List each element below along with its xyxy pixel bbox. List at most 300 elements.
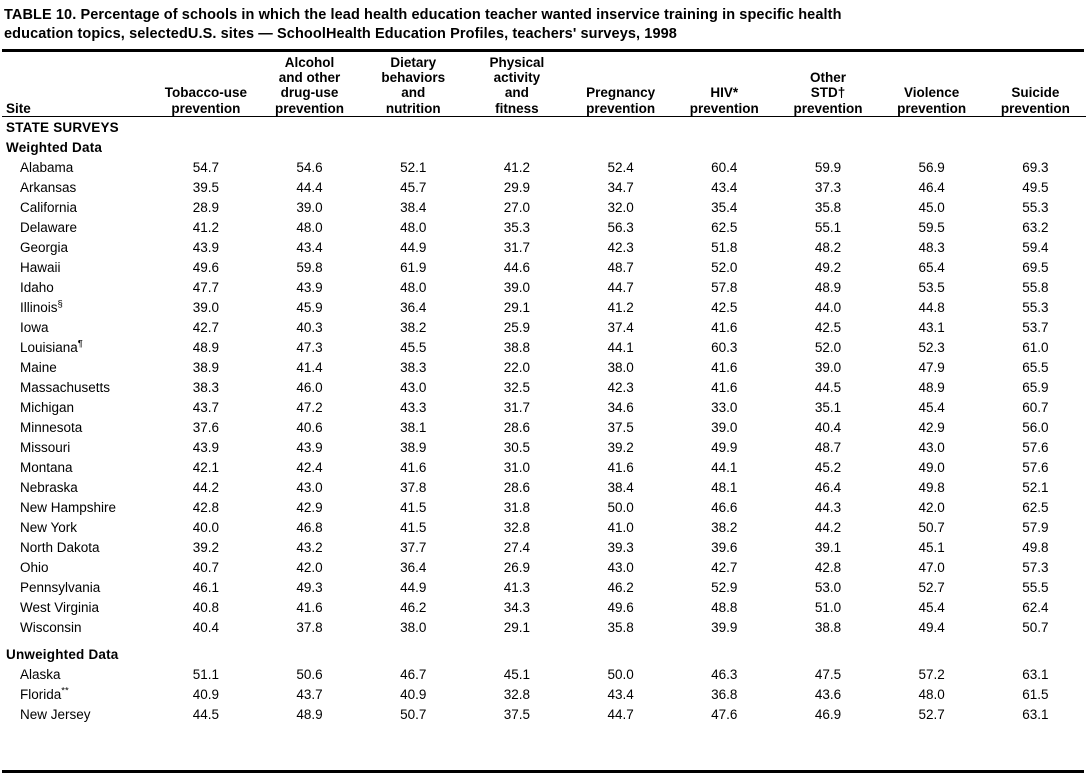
table-cell-value: 59.4 <box>1022 240 1049 256</box>
table-cell-value: 55.3 <box>1022 300 1049 316</box>
table-cell-value: 57.9 <box>1022 520 1049 536</box>
table-cell-value: 42.4 <box>296 460 323 476</box>
table-row <box>2 257 1086 277</box>
table-cell-site: New Jersey <box>20 707 91 723</box>
table-cell-value: 35.8 <box>607 620 634 636</box>
table-cell-value: 45.7 <box>400 180 427 196</box>
table-cell-value: 44.4 <box>296 180 323 196</box>
table-cell-value: 61.0 <box>1022 340 1049 356</box>
table-cell-site: Alabama <box>20 160 74 176</box>
table-cell-value: 41.3 <box>503 580 531 596</box>
table-cell-value: 43.4 <box>296 240 323 256</box>
table-cell-site: Delaware <box>20 220 78 236</box>
table-cell-value: 41.2 <box>192 220 219 236</box>
table-cell-value: 44.5 <box>192 707 219 723</box>
table-cell-value: 55.3 <box>1022 200 1049 216</box>
table-cell-value: 49.6 <box>192 260 219 276</box>
table-cell-value: 43.9 <box>296 280 323 296</box>
table-cell-value: 44.6 <box>503 260 531 276</box>
table-cell-value: 60.3 <box>711 340 738 356</box>
table-cell-site: Massachusetts <box>20 380 111 396</box>
table-cell-value: 40.6 <box>296 420 323 436</box>
table-cell-value: 57.8 <box>711 280 738 296</box>
table-cell-value: 42.5 <box>814 320 842 336</box>
table-cell-value: 45.1 <box>918 540 945 556</box>
table-cell-value: 42.7 <box>192 320 219 336</box>
table-cell-value: 48.8 <box>711 600 738 616</box>
table-cell-value: 44.1 <box>711 460 738 476</box>
table-cell-value: 48.9 <box>192 340 219 356</box>
table-cell-value: 37.7 <box>400 540 427 556</box>
table-cell-value: 32.8 <box>503 687 531 703</box>
table-cell-value: 46.2 <box>400 600 427 616</box>
table-cell-site: Michigan <box>20 400 75 416</box>
table-cell-value: 48.0 <box>296 220 323 236</box>
table-cell-value: 40.8 <box>192 600 219 616</box>
table-cell-value: 39.0 <box>814 360 842 376</box>
table-cell-value: 51.8 <box>711 240 738 256</box>
table-cell-value: 57.6 <box>1022 440 1049 456</box>
table-row <box>2 617 1086 637</box>
table-cell-value: 47.6 <box>711 707 738 723</box>
table-cell-site: North Dakota <box>20 540 100 556</box>
table-cell-value: 44.9 <box>400 580 427 596</box>
footnote-marker: ** <box>61 685 69 697</box>
table-row <box>2 377 1086 397</box>
table-section-label: STATE SURVEYS <box>6 120 119 136</box>
table-cell-value: 40.4 <box>192 620 219 636</box>
table-cell-value: 38.2 <box>400 320 427 336</box>
table-cell-value: 44.5 <box>814 380 842 396</box>
column-header-other-std: Other STD† prevention <box>776 52 880 116</box>
table-cell-value: 39.0 <box>711 420 738 436</box>
table-section-row <box>2 137 1086 157</box>
table-cell-value: 31.7 <box>503 400 531 416</box>
column-header-site <box>2 52 154 116</box>
table-cell-value: 41.6 <box>711 320 738 336</box>
table-cell-value: 43.9 <box>192 440 219 456</box>
table-cell-site: New York <box>20 520 78 536</box>
table-cell-value: 44.2 <box>814 520 842 536</box>
table-cell-site: Louisiana¶ <box>20 338 83 356</box>
table-cell-value: 43.6 <box>814 687 842 703</box>
table-cell-value: 69.5 <box>1022 260 1049 276</box>
table-cell-value: 41.0 <box>607 520 634 536</box>
column-header-violence: Violence prevention <box>880 52 984 116</box>
table-cell-value: 48.9 <box>814 280 842 296</box>
table-cell-value: 48.2 <box>814 240 842 256</box>
table-cell-value: 34.3 <box>503 600 531 616</box>
table-cell-value: 38.3 <box>192 380 219 396</box>
table-cell-value: 52.1 <box>1022 480 1049 496</box>
table-cell-value: 32.8 <box>503 520 531 536</box>
table-row <box>2 477 1086 497</box>
table-cell-value: 57.3 <box>1022 560 1049 576</box>
table-cell-value: 52.0 <box>814 340 842 356</box>
table-row <box>2 237 1086 257</box>
table-cell-value: 39.1 <box>814 540 842 556</box>
table-cell-value: 44.9 <box>400 240 427 256</box>
table-cell-value: 40.9 <box>400 687 427 703</box>
table-cell-site: Georgia <box>20 240 69 256</box>
caption-line-1: TABLE 10. Percentage of schools in which the lead health education teacher wanted inservice training in specific health <box>4 7 842 23</box>
table-cell-value: 65.9 <box>1022 380 1049 396</box>
table-cell-value: 39.5 <box>192 180 219 196</box>
table-cell-value: 48.9 <box>918 380 945 396</box>
table-row <box>2 417 1086 437</box>
table-cell-value: 46.2 <box>607 580 634 596</box>
table-cell-value: 50.0 <box>607 667 634 683</box>
table-cell-value: 22.0 <box>503 360 531 376</box>
table-cell-site: Missouri <box>20 440 71 456</box>
table-cell-value: 35.8 <box>814 200 842 216</box>
table-cell-value: 38.3 <box>400 360 427 376</box>
table-cell-value: 33.0 <box>711 400 738 416</box>
table-cell-value: 55.8 <box>1022 280 1049 296</box>
table-cell-value: 59.5 <box>918 220 945 236</box>
table-cell-value: 44.2 <box>192 480 219 496</box>
table-cell-value: 38.0 <box>607 360 634 376</box>
table-cell-value: 42.0 <box>296 560 323 576</box>
table-row <box>2 704 1086 724</box>
table-cell-value: 52.4 <box>607 160 634 176</box>
table-cell-site: Florida** <box>20 685 69 703</box>
table-cell-value: 42.1 <box>192 460 219 476</box>
table-section-row <box>2 116 1086 137</box>
column-header-dietary: Dietary behaviors and nutrition <box>361 52 465 116</box>
table-cell-value: 40.9 <box>192 687 219 703</box>
table-cell-value: 54.7 <box>192 160 219 176</box>
table-cell-value: 48.1 <box>711 480 738 496</box>
table-cell-value: 35.4 <box>711 200 738 216</box>
table-cell-value: 39.2 <box>607 440 634 456</box>
table-cell-value: 48.0 <box>400 280 427 296</box>
table-cell-value: 40.3 <box>296 320 323 336</box>
table-cell-site: Alaska <box>20 667 61 683</box>
table-cell-value: 46.4 <box>814 480 842 496</box>
table-cell-site: Iowa <box>20 320 49 336</box>
table-cell-site: Wisconsin <box>20 620 82 636</box>
table-cell-value: 38.9 <box>400 440 427 456</box>
table-cell-value: 41.6 <box>296 600 323 616</box>
table-cell-value: 42.8 <box>814 560 842 576</box>
table-cell-value: 43.9 <box>296 440 323 456</box>
table-cell-value: 47.5 <box>814 667 842 683</box>
table-cell-value: 60.7 <box>1022 400 1049 416</box>
table-row <box>2 157 1086 177</box>
table-cell-value: 37.3 <box>814 180 842 196</box>
table-spacer-row <box>2 637 1086 644</box>
table-cell-value: 45.4 <box>918 400 945 416</box>
table-cell-value: 39.0 <box>503 280 531 296</box>
table-cell-value: 54.6 <box>296 160 323 176</box>
footnote-marker: ¶ <box>77 338 83 350</box>
table-cell-value: 43.7 <box>296 687 323 703</box>
table-cell-site: Idaho <box>20 280 54 296</box>
table-cell-site: Arkansas <box>20 180 77 196</box>
table-cell-value: 40.0 <box>192 520 219 536</box>
table-cell-value: 32.5 <box>503 380 531 396</box>
table-cell-value: 46.3 <box>711 667 738 683</box>
table-cell-value: 53.7 <box>1022 320 1049 336</box>
table-cell-value: 36.8 <box>711 687 738 703</box>
table-cell-value: 44.3 <box>814 500 842 516</box>
table-cell-value: 49.8 <box>918 480 945 496</box>
table-cell-value: 45.9 <box>296 300 323 316</box>
table-cell-value: 41.6 <box>607 460 634 476</box>
table-cell-value: 49.3 <box>296 580 323 596</box>
table-cell-value: 65.5 <box>1022 360 1049 376</box>
caption-line-2: education topics, selectedU.S. sites — SchoolHealth Education Profiles, teachers' surveys, 1998 <box>4 26 677 43</box>
table-cell-value: 46.4 <box>918 180 945 196</box>
table-cell-value: 39.2 <box>192 540 219 556</box>
table-row <box>2 177 1086 197</box>
table-cell-value: 38.4 <box>400 200 427 216</box>
table-cell-value: 35.1 <box>814 400 842 416</box>
table-cell-value: 43.0 <box>400 380 427 396</box>
table-cell-value: 43.0 <box>607 560 634 576</box>
table-cell-value: 41.6 <box>400 460 427 476</box>
table-cell-value: 41.6 <box>711 360 738 376</box>
footnote-marker: § <box>57 298 63 310</box>
table-cell-value: 49.5 <box>1022 180 1049 196</box>
table-cell-value: 42.0 <box>918 500 945 516</box>
table-cell-value: 48.0 <box>400 220 427 236</box>
table-header <box>2 52 1086 116</box>
table-cell-value: 34.7 <box>607 180 634 196</box>
table-cell-value: 36.4 <box>400 300 427 316</box>
table-cell-value: 57.2 <box>918 667 945 683</box>
table-cell-value: 46.1 <box>192 580 219 596</box>
table-cell-value: 49.0 <box>918 460 945 476</box>
table-cell-value: 43.7 <box>192 400 219 416</box>
table-row <box>2 497 1086 517</box>
table-cell-value: 45.2 <box>814 460 842 476</box>
table-cell-value: 47.9 <box>918 360 945 376</box>
table-row <box>2 457 1086 477</box>
table-cell-value: 43.4 <box>607 687 634 703</box>
column-header-hiv: HIV* prevention <box>672 52 776 116</box>
table-cell-value: 34.6 <box>607 400 634 416</box>
table-cell-value: 47.3 <box>296 340 323 356</box>
table-row <box>2 397 1086 417</box>
table-row <box>2 337 1086 357</box>
table-row <box>2 684 1086 704</box>
table-cell-value: 37.4 <box>607 320 634 336</box>
table-row <box>2 317 1086 337</box>
table-cell-value: 37.5 <box>503 707 531 723</box>
table-cell-value: 46.6 <box>711 500 738 516</box>
table-cell-value: 40.7 <box>192 560 219 576</box>
table-cell-value: 57.6 <box>1022 460 1049 476</box>
table-cell-value: 38.2 <box>711 520 738 536</box>
column-header-physical-activity: Physical activity and fitness <box>465 52 569 116</box>
table-cell-value: 61.5 <box>1022 687 1049 703</box>
table-row <box>2 597 1086 617</box>
table-cell-value: 59.9 <box>814 160 842 176</box>
table-cell-site: Montana <box>20 460 73 476</box>
table-cell-value: 62.4 <box>1022 600 1049 616</box>
table-cell-value: 61.9 <box>400 260 427 276</box>
table-cell-value: 49.8 <box>1022 540 1049 556</box>
table-cell-value: 38.0 <box>400 620 427 636</box>
table-cell-value: 63.1 <box>1022 667 1049 683</box>
table-cell-value: 52.7 <box>918 707 945 723</box>
table-body <box>2 116 1086 724</box>
table-cell-value: 45.0 <box>918 200 945 216</box>
table-cell-value: 37.8 <box>400 480 427 496</box>
table-cell-value: 69.3 <box>1022 160 1049 176</box>
table-cell-value: 28.6 <box>503 480 531 496</box>
table-cell-value: 50.7 <box>1022 620 1049 636</box>
table-cell-value: 48.7 <box>814 440 842 456</box>
table-cell-value: 29.1 <box>503 300 531 316</box>
table-cell-value: 53.0 <box>814 580 842 596</box>
table-cell-value: 52.3 <box>918 340 945 356</box>
table-cell-value: 52.7 <box>918 580 945 596</box>
table-cell-value: 37.5 <box>607 420 634 436</box>
table-cell-value: 39.9 <box>711 620 738 636</box>
table-cell-value: 56.0 <box>1022 420 1049 436</box>
table-cell-site: Maine <box>20 360 57 376</box>
table-cell-value: 44.0 <box>814 300 842 316</box>
table-cell-value: 31.0 <box>503 460 531 476</box>
table-cell-value: 25.9 <box>503 320 531 336</box>
table-cell-value: 43.0 <box>918 440 945 456</box>
table-cell-value: 38.1 <box>400 420 427 436</box>
table-cell-value: 49.6 <box>607 600 634 616</box>
table-cell-value: 43.1 <box>918 320 945 336</box>
table-cell-value: 42.3 <box>607 240 634 256</box>
table-row <box>2 664 1086 684</box>
table-cell-value: 41.2 <box>607 300 634 316</box>
table-cell-value: 29.9 <box>503 180 531 196</box>
table-row <box>2 217 1086 237</box>
table-cell-value: 46.0 <box>296 380 323 396</box>
table-row <box>2 277 1086 297</box>
table-cell-value: 49.2 <box>814 260 842 276</box>
table-cell-value: 41.5 <box>400 500 427 516</box>
table-caption <box>2 4 1084 48</box>
table-cell-value: 39.0 <box>192 300 219 316</box>
table-cell-value: 38.9 <box>192 360 219 376</box>
table-cell-value: 38.8 <box>814 620 842 636</box>
table-row <box>2 517 1086 537</box>
table-cell-value: 42.7 <box>711 560 738 576</box>
table-cell-value: 37.8 <box>296 620 323 636</box>
table-cell-value: 56.3 <box>607 220 634 236</box>
table-row <box>2 537 1086 557</box>
table-section-label: Unweighted Data <box>6 647 119 663</box>
table-cell-value: 43.2 <box>296 540 323 556</box>
table-cell-value: 39.0 <box>296 200 323 216</box>
table-cell-site: Hawaii <box>20 260 61 276</box>
table-section-label: Weighted Data <box>6 140 103 156</box>
table-cell-value: 48.3 <box>918 240 945 256</box>
table-cell-value: 43.9 <box>192 240 219 256</box>
table-cell-value: 38.8 <box>503 340 531 356</box>
table-row <box>2 577 1086 597</box>
column-header-site-label: Site <box>6 100 31 116</box>
table-cell-value: 48.0 <box>918 687 945 703</box>
table-cell-value: 28.6 <box>503 420 531 436</box>
table-cell-value: 46.7 <box>400 667 427 683</box>
table-cell-value: 35.3 <box>503 220 531 236</box>
table-cell-value: 31.8 <box>503 500 531 516</box>
table-cell-value: 44.7 <box>607 707 634 723</box>
table-cell-value: 50.7 <box>918 520 945 536</box>
table-cell-value: 52.1 <box>400 160 427 176</box>
table-cell-value: 41.4 <box>296 360 323 376</box>
table-cell-value: 47.0 <box>918 560 945 576</box>
table-cell-site: Minnesota <box>20 420 83 436</box>
table-cell-value: 47.7 <box>192 280 219 296</box>
table-cell-value: 55.5 <box>1022 580 1049 596</box>
table-cell-value: 50.7 <box>400 707 427 723</box>
table-row <box>2 557 1086 577</box>
table-cell-value: 42.8 <box>192 500 219 516</box>
table-cell-value: 62.5 <box>1022 500 1049 516</box>
table-cell-value: 65.4 <box>918 260 945 276</box>
table-cell-value: 47.2 <box>296 400 323 416</box>
table-cell-value: 52.0 <box>711 260 738 276</box>
table-section-row <box>2 644 1086 664</box>
table-cell-value: 37.6 <box>192 420 219 436</box>
table-cell-value: 30.5 <box>503 440 531 456</box>
table-cell-value: 38.4 <box>607 480 634 496</box>
column-header-suicide: Suicide prevention <box>984 52 1086 116</box>
table-cell-value: 63.1 <box>1022 707 1049 723</box>
table-cell-site: Pennsylvania <box>20 580 101 596</box>
table-cell-site: New Hampshire <box>20 500 117 516</box>
table-cell-value: 36.4 <box>400 560 427 576</box>
table-cell-site: Illinois§ <box>20 298 63 316</box>
table-cell-value: 27.4 <box>503 540 531 556</box>
table-cell-value: 28.9 <box>192 200 219 216</box>
table-cell-value: 44.7 <box>607 280 634 296</box>
table-cell-value: 32.0 <box>607 200 634 216</box>
table-cell-value: 44.1 <box>607 340 634 356</box>
column-header-tobacco: Tobacco-use prevention <box>154 52 258 116</box>
table-cell-value: 49.4 <box>918 620 945 636</box>
table-cell-value: 27.0 <box>503 200 531 216</box>
column-header-alcohol: Alcohol and other drug-use prevention <box>258 52 362 116</box>
table-cell-value: 41.6 <box>711 380 738 396</box>
table-row <box>2 197 1086 217</box>
table-cell-value: 45.5 <box>400 340 427 356</box>
health-education-training-table <box>2 52 1086 723</box>
table-cell-site: California <box>20 200 78 216</box>
table-cell-value: 50.6 <box>296 667 323 683</box>
table-cell-value: 53.5 <box>918 280 945 296</box>
table-cell-value: 39.3 <box>607 540 634 556</box>
table-cell-value: 63.2 <box>1022 220 1049 236</box>
table-cell-site: Ohio <box>20 560 49 576</box>
table-cell-value: 44.8 <box>918 300 945 316</box>
table-cell-value: 43.0 <box>296 480 323 496</box>
table-cell-value: 29.1 <box>503 620 531 636</box>
table-row <box>2 357 1086 377</box>
table-cell-value: 41.2 <box>503 160 531 176</box>
table-cell-value: 46.8 <box>296 520 323 536</box>
table-cell-value: 42.9 <box>296 500 323 516</box>
table-cell-value: 42.3 <box>607 380 634 396</box>
table-cell-value: 62.5 <box>711 220 738 236</box>
table-cell-value: 46.9 <box>814 707 842 723</box>
table-cell-value: 55.1 <box>814 220 842 236</box>
table-cell-site: West Virginia <box>20 600 100 616</box>
table-cell-value: 49.9 <box>711 440 738 456</box>
